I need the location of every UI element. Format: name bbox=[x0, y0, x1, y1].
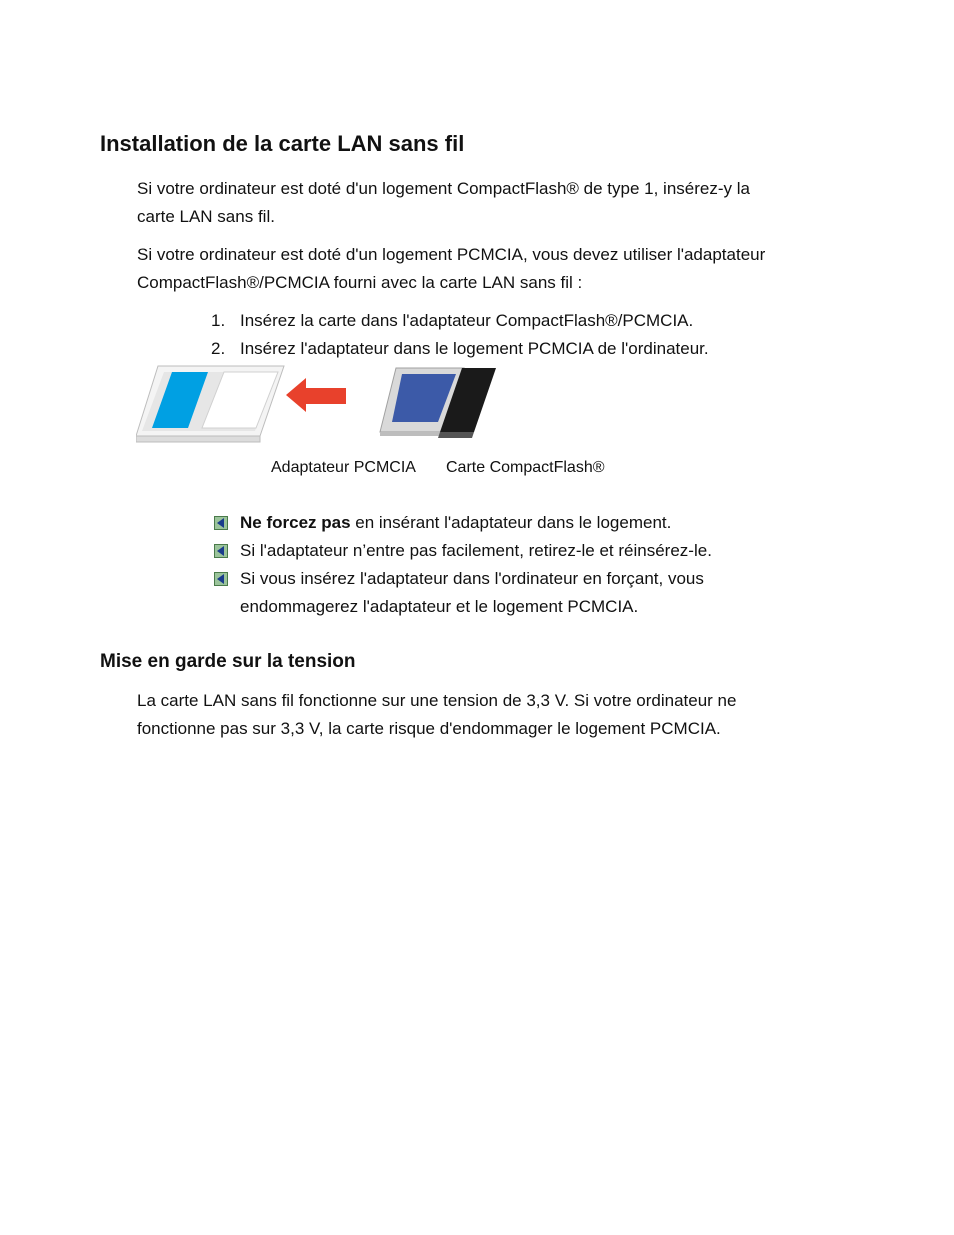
paragraph-pcmcia-slot bbox=[137, 241, 857, 297]
installation-steps bbox=[211, 307, 709, 363]
step-item bbox=[211, 335, 709, 363]
paragraph-compactflash-slot bbox=[137, 175, 857, 231]
caption-pcmcia-adapter: Adaptateur PCMCIA bbox=[271, 459, 416, 476]
section-title-voltage-warning: Mise en garde sur la tension bbox=[100, 651, 356, 672]
insertion-arrow-icon bbox=[286, 378, 346, 412]
bullet-square-icon bbox=[214, 516, 228, 530]
bullet-rest-text: en insérant l'adaptateur dans le logement. bbox=[350, 513, 672, 532]
pcmcia-adapter-illustration bbox=[136, 366, 284, 442]
bullet-item bbox=[214, 565, 820, 621]
bullet-text bbox=[240, 509, 820, 537]
paragraph-line: fonctionne pas sur 3,3 V, la carte risque d'endommager le logement PCMCIA. bbox=[137, 719, 721, 738]
paragraph-line: carte LAN sans fil. bbox=[137, 207, 275, 226]
caption-compactflash-card: Carte CompactFlash® bbox=[446, 459, 605, 476]
paragraph-line: Si votre ordinateur est doté d'un logement PCMCIA, vous devez utiliser l'adaptateur bbox=[137, 245, 766, 264]
step-number: 1. bbox=[211, 311, 226, 330]
bullet-text: Si l'adaptateur n’entre pas facilement, retirez-le et réinsérez-le. bbox=[240, 541, 712, 560]
bullet-bold-text: Ne forcez pas bbox=[240, 513, 351, 532]
bullet-square-icon bbox=[214, 572, 228, 586]
adapter-insertion-figure bbox=[136, 364, 498, 444]
bullet-item bbox=[214, 509, 820, 537]
bullet-text: Si vous insérez l'adaptateur dans l'ordinateur en forçant, vous bbox=[240, 569, 704, 588]
bullet-text: endommagerez l'adaptateur et le logement PCMCIA. bbox=[240, 597, 639, 616]
bullet-square-icon bbox=[214, 544, 228, 558]
step-text: Insérez la carte dans l'adaptateur CompactFlash®/PCMCIA. bbox=[240, 311, 694, 330]
paragraph-voltage bbox=[137, 687, 857, 743]
step-item bbox=[211, 307, 709, 335]
warning-bullets bbox=[214, 509, 820, 621]
paragraph-line: La carte LAN sans fil fonctionne sur une tension de 3,3 V. Si votre ordinateur ne bbox=[137, 691, 737, 710]
bullet-item bbox=[214, 537, 820, 565]
step-number: 2. bbox=[211, 339, 226, 358]
section-title-installation: Installation de la carte LAN sans fil bbox=[100, 131, 465, 156]
paragraph-line: CompactFlash®/PCMCIA fourni avec la carte LAN sans fil : bbox=[137, 273, 583, 292]
step-text: Insérez l'adaptateur dans le logement PCMCIA de l'ordinateur. bbox=[240, 339, 709, 358]
compactflash-card-illustration bbox=[380, 368, 496, 438]
paragraph-line: Si votre ordinateur est doté d'un logement CompactFlash® de type 1, insérez-y la bbox=[137, 179, 750, 198]
